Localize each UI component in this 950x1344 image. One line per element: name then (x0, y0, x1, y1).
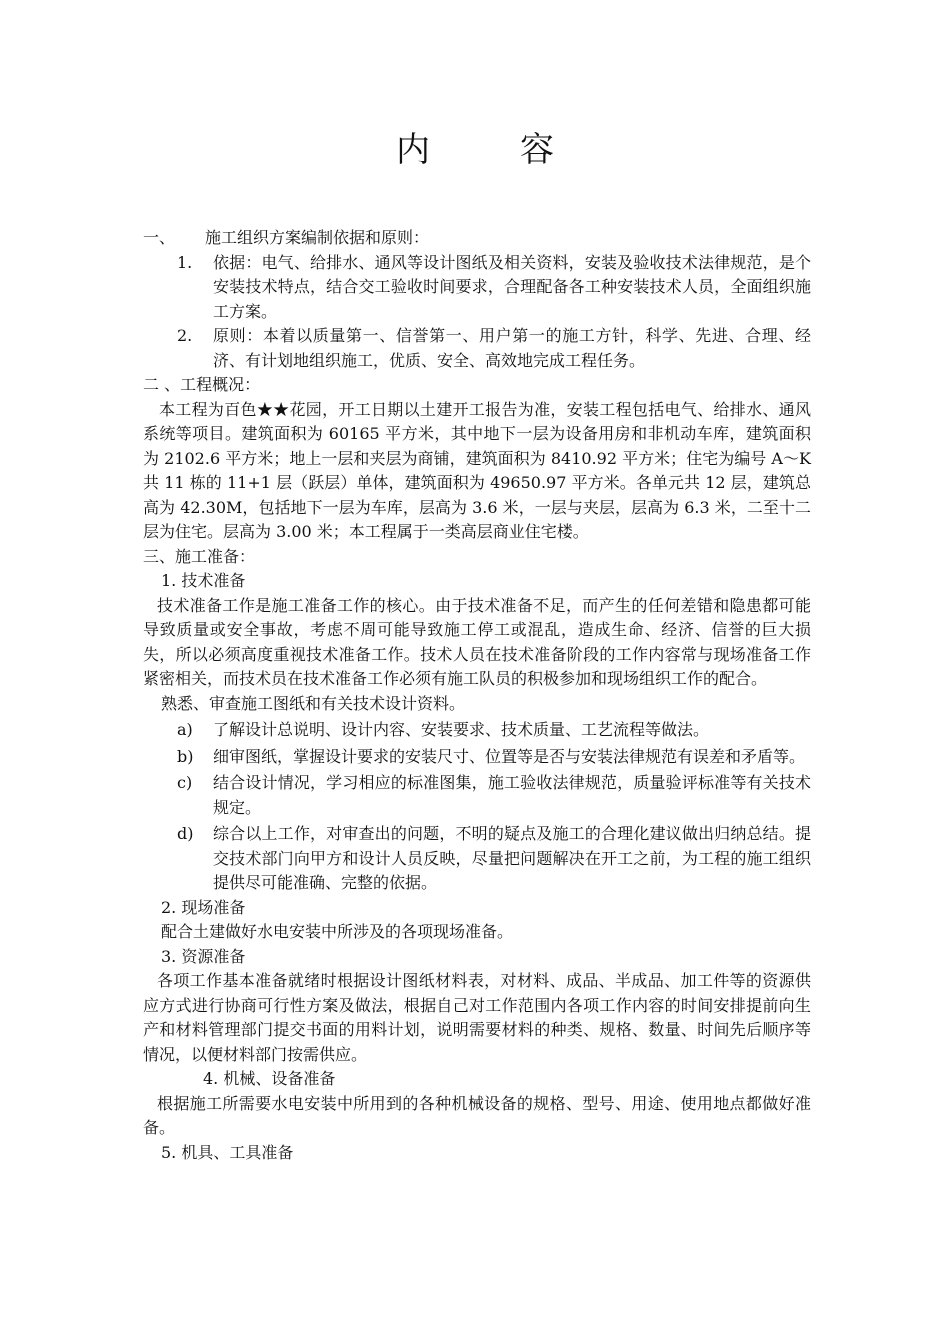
list-item-number: d) (177, 824, 194, 843)
section-2-title: 二 、工程概况： (143, 375, 261, 394)
document-body (143, 226, 811, 1165)
list-item (143, 251, 811, 325)
list-item-text: 综合以上工作，对审查出的问题，不明的疑点及施工的合理化建议做出归纳总结。提交技术部门向甲方和设计人员反映，尽量把问题解决在开工之前，为工程的施工组织提供尽可能准确、完整的依据。 (213, 824, 811, 892)
subsection-3-title: 3. 资源准备 (161, 946, 246, 966)
section-1-heading (143, 226, 811, 251)
list-item-number: 2. (177, 326, 193, 345)
list-item-text: 依据：电气、给排水、通风等设计图纸及相关资料，安装及验收技术法律规范，是个安装技术特点，结合交工验收时间要求，合理配备各工种安装技术人员，全面组织施工方案。 (213, 252, 811, 321)
subsection-1-lead: 熟悉、审查施工图纸和有关技术设计资料。 (161, 693, 466, 713)
subsection-1-title: 1. 技术准备 (161, 571, 246, 590)
list-item (143, 718, 811, 743)
list-item-number: 1. (177, 252, 193, 272)
list-item-number: a) (177, 720, 193, 739)
list-item-text: 了解设计总说明、设计内容、安装要求、技术质量、工艺流程等做法。 (213, 720, 710, 739)
subsection-2-title: 2. 现场准备 (161, 897, 246, 917)
list-item-number: b) (177, 746, 194, 766)
subsection-5-title: 5. 机具、工具准备 (161, 1142, 294, 1162)
list-item-number: c) (177, 773, 193, 792)
list-item (143, 745, 811, 770)
section-3-title: 三、施工准备： (143, 546, 256, 566)
list-item (143, 822, 811, 896)
section-1-title: 施工组织方案编制依据和原则： (205, 228, 430, 247)
subsection-2-body: 配合土建做好水电安装中所涉及的各项现场准备。 (161, 922, 514, 941)
list-item-text: 原则：本着以质量第一、信誉第一、用户第一的施工方针，科学、先进、合理、经济、有计划地组织施工，优质、安全、高效地完成工程任务。 (213, 326, 811, 370)
page-title: 内 容 (396, 130, 582, 170)
list-item (143, 771, 811, 820)
list-item (143, 324, 811, 373)
section-2-body: 本工程为百色★★花园，开工日期以土建开工报告为准，安装工程包括电气、给排水、通风系统等项目。建筑面积为 60165 平方米，其中地下一层为设备用房和非机动车库，建筑面积为 2102.6 平方米；地上一层和夹层为商铺，建筑面积为 8410.92 平方米；住宅为编号 A～K 共 11 栋的 11+1 层（跃层）单体，建筑面积为 49650.97 平方米。各单元共 12 层，建筑总高为 42.30M，包括地下一层为车库，层高为 3.6 米，一层与夹层，层高为 6.3 米，二至十二层为住宅。层高为 3.00 米；本工程属于一类高层商业住宅楼。 (143, 399, 811, 541)
subsection-1-body: 技术准备工作是施工准备工作的核心。由于技术准备不足，而产生的任何差错和隐患都可能导致质量或安全事故，考虑不周可能导致施工停工或混乱，造成生命、经济、信誉的巨大损失，所以必须高度重视技术准备工作。技术人员在技术准备阶段的工作内容常与现场准备工作紧密相关，而技术员在技术准备工作必须有施工队员的积极参加和现场组织工作的配合。 (143, 595, 811, 688)
subsection-4-body: 根据施工所需要水电安装中所用到的各种机械设备的规格、型号、用途、使用地点都做好准备。 (143, 1093, 811, 1137)
list-item-text: 结合设计情况，学习相应的标准图集，施工验收法律规范，质量验评标准等有关技术规定。 (213, 773, 811, 817)
subsection-4-title: 4. 机械、设备准备 (203, 1069, 336, 1088)
section-1-number: 一、 (143, 228, 176, 247)
subsection-3-body: 各项工作基本准备就绪时根据设计图纸材料表，对材料、成品、半成品、加工件等的资源供应方式进行协商可行性方案及做法，根据自己对工作范围内各项工作内容的时间安排提前向生产和材料管理部门提交书面的用料计划，说明需要材料的种类、规格、数量、时间先后顺序等情况，以便材料部门按需供应。 (143, 971, 811, 1064)
list-item-text: 细审图纸，掌握设计要求的安装尺寸、位置等是否与安装法律规范有误差和矛盾等。 (213, 746, 806, 766)
